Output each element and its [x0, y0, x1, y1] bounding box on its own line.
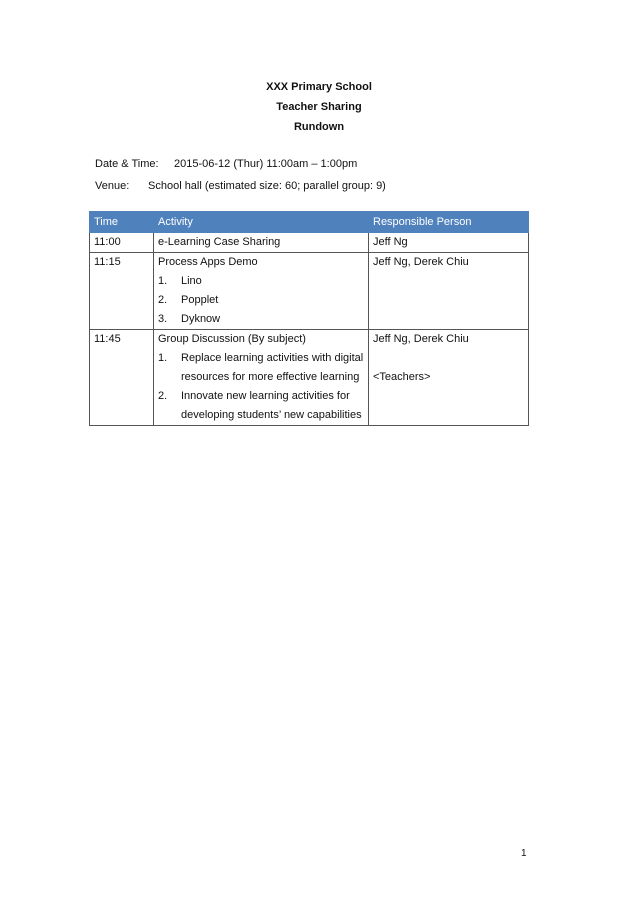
document-type: Rundown — [293, 121, 345, 133]
list-item-text: Dyknow — [181, 313, 221, 325]
time-cell: 11:00 — [90, 233, 154, 253]
event-title: Teacher Sharing — [276, 101, 362, 113]
activity-title: Group Discussion (By subject) — [158, 333, 306, 345]
responsible-person: Jeff Ng — [373, 236, 408, 248]
table-header-row — [90, 212, 529, 233]
list-item-number: 1. — [158, 352, 168, 364]
list-item — [158, 291, 364, 310]
responsible-person: Jeff Ng, Derek Chiu — [373, 333, 469, 345]
activity-cell — [154, 253, 369, 330]
date-time-line — [95, 156, 357, 172]
spacer — [373, 349, 524, 368]
list-item-number: 3. — [158, 313, 168, 325]
list-item — [158, 387, 364, 425]
activity-cell — [154, 330, 369, 426]
responsible-person-cell — [369, 233, 529, 253]
document-header — [0, 77, 638, 137]
date-time-value: 2015-06-12 (Thur) 11:00am – 1:00pm — [174, 158, 358, 170]
rundown-table — [89, 211, 529, 426]
column-header-activity: Activity — [154, 212, 369, 233]
school-name: XXX Primary School — [266, 81, 372, 93]
list-item-text: Replace learning activities with digital resources for more effective learning — [181, 352, 364, 383]
venue-line — [95, 178, 386, 194]
time-cell: 11:15 — [90, 253, 154, 330]
activity-title: e-Learning Case Sharing — [158, 236, 281, 248]
activity-title: Process Apps Demo — [158, 256, 258, 268]
table-row — [90, 253, 529, 330]
list-item-number: 2. — [158, 294, 168, 306]
table-row — [90, 233, 529, 253]
time-cell: 11:45 — [90, 330, 154, 426]
list-item-text: Lino — [181, 275, 202, 287]
responsible-person-extra: <Teachers> — [373, 371, 431, 383]
venue-value: School hall (estimated size: 60; parallel group: 9) — [148, 180, 386, 192]
date-time-label: Date & Time: — [95, 158, 159, 170]
list-item — [158, 272, 364, 291]
responsible-person-cell — [369, 330, 529, 426]
responsible-person: Jeff Ng, Derek Chiu — [373, 256, 469, 268]
venue-label: Venue: — [95, 180, 130, 192]
table-row — [90, 330, 529, 426]
activity-cell — [154, 233, 369, 253]
responsible-person-cell — [369, 253, 529, 330]
list-item-number: 1. — [158, 275, 168, 287]
list-item-text: Innovate new learning activities for developing students’ new capabilities — [181, 390, 362, 421]
activity-sub-list — [158, 349, 364, 425]
list-item — [158, 349, 364, 387]
list-item-number: 2. — [158, 390, 168, 402]
list-item — [158, 310, 364, 329]
activity-sub-list — [158, 272, 364, 329]
page-number: 1 — [521, 848, 527, 859]
column-header-responsible-person: Responsible Person — [369, 212, 529, 233]
column-header-time: Time — [90, 212, 154, 233]
list-item-text: Popplet — [181, 294, 219, 306]
